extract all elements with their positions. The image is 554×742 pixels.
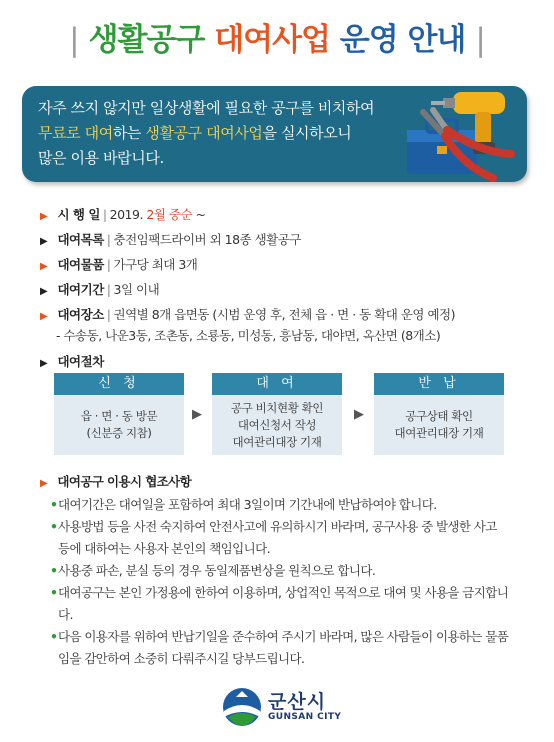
bullet-triangle-icon: ▶ <box>40 236 48 247</box>
step-rent <box>212 373 342 455</box>
banner-highlight-free: 무료로 대여 <box>38 124 113 142</box>
intro-banner <box>22 86 527 182</box>
step-return <box>374 373 504 455</box>
step-body <box>374 395 504 455</box>
start-date-prefix: 2019. <box>109 207 147 222</box>
step-line: 공구 비치현황 확인 <box>230 400 324 415</box>
separator: | <box>106 282 111 297</box>
city-name-english: GUNSAN CITY <box>268 712 342 722</box>
bullet-dot-icon: • <box>50 585 58 600</box>
tools-illustration-icon <box>393 70 523 188</box>
banner-line-3: 많은 이용 바랍니다. <box>38 149 164 167</box>
rental-list-value: 충전임팩드라이버 외 18종 생활공구 <box>113 232 301 247</box>
step-body <box>212 395 342 455</box>
start-date-highlight: 2월 중순 <box>146 207 193 222</box>
step-line: 대여관리대장 기재 <box>394 426 484 440</box>
bullet-triangle-icon: ▶ <box>40 211 48 222</box>
note-text: 다음 이용자를 위하여 반납기일을 준수하여 주시기 바라며, 많은 사람들이 이용하는 물품임을 감안하여 소중히 다뤄주시길 당부드립니다. <box>58 629 509 666</box>
title-part-blue: 운영 안내 <box>339 22 466 58</box>
procedure-flow <box>54 373 504 455</box>
notes-section <box>40 470 510 670</box>
bullet-triangle-icon: ▶ <box>40 478 48 489</box>
note-item <box>40 626 510 670</box>
city-emblem-icon <box>222 687 262 727</box>
bullet-triangle-icon: ▶ <box>40 261 48 272</box>
bullet-triangle-icon: ▶ <box>40 286 48 297</box>
note-item <box>40 516 510 560</box>
step-line: 읍 · 면 · 동 방문 <box>80 409 158 423</box>
separator: | <box>106 257 111 272</box>
bullet-dot-icon: • <box>50 519 58 534</box>
title-bar-left: | <box>69 22 79 58</box>
banner-line-2-mid: 하는 <box>112 124 146 142</box>
note-text: 대여공구는 본인 가정용에 한하여 이용하며, 상업적인 목적으로 대여 및 사용을 금지합니다. <box>58 585 509 622</box>
rental-items-value: 가구당 최대 3개 <box>113 257 198 272</box>
gunsan-city-logo <box>222 685 352 731</box>
arrow-right-icon: ▶ <box>192 407 202 422</box>
rental-items-label: 대여물품 <box>57 257 104 272</box>
separator: | <box>102 207 107 222</box>
notes-heading-row <box>40 470 510 494</box>
note-item <box>40 582 510 626</box>
banner-highlight-program: 생활공구 대여사업 <box>145 124 263 142</box>
start-date-suffix: ~ <box>192 207 206 222</box>
info-procedure <box>40 349 540 374</box>
banner-line-2-end: 을 실시하오니 <box>262 124 352 142</box>
step-body <box>54 395 184 455</box>
step-line: 대여관리대장 기재 <box>232 434 322 449</box>
info-rental-items <box>40 252 540 277</box>
info-start-date <box>40 202 540 227</box>
step-apply <box>54 373 184 455</box>
info-rental-period <box>40 277 540 302</box>
rental-place-label: 대여장소 <box>57 307 104 322</box>
page-title <box>0 14 554 59</box>
bullet-triangle-icon: ▶ <box>40 358 48 369</box>
rental-place-list: - 수송동, 나운3동, 조촌동, 소룡동, 미성동, 흥남동, 대야면, 옥산면 (8개소) <box>56 328 441 343</box>
rental-list-label: 대여목록 <box>57 232 104 247</box>
note-item <box>40 560 510 582</box>
note-text: 사용중 파손, 분실 등의 경우 동일제품변상을 원칙으로 합니다. <box>58 563 376 578</box>
separator: | <box>106 232 111 247</box>
bullet-triangle-icon: ▶ <box>40 311 48 322</box>
separator: | <box>106 307 111 322</box>
banner-line-2 <box>38 121 428 146</box>
step-title: 신 청 <box>54 373 184 395</box>
start-date-label: 시 행 일 <box>57 207 100 222</box>
title-bar-right: | <box>475 22 485 58</box>
arrow-right-icon: ▶ <box>354 407 364 422</box>
note-text: 사용방법 등을 사전 숙지하여 안전사고에 유의하시기 바라며, 공구사용 중 발생한 사고 등에 대하여는 사용자 본인의 책임입니다. <box>58 519 497 556</box>
bullet-dot-icon: • <box>50 563 58 578</box>
bullet-dot-icon: • <box>50 497 58 512</box>
step-title: 반 납 <box>374 373 504 395</box>
note-text: 대여기간은 대여일을 포함하여 최대 3일이며 기간내에 반납하여야 합니다. <box>58 497 437 512</box>
procedure-label: 대여절차 <box>57 354 104 369</box>
title-part-orange: 대여사업 <box>214 22 330 58</box>
step-line: 대여신청서 작성 <box>237 417 317 432</box>
info-rental-list <box>40 227 540 252</box>
rental-place-value: 권역별 8개 읍면동 (시범 운영 후, 전체 읍 · 면 · 동 확대 운영 예정) <box>113 307 455 322</box>
banner-text <box>38 96 428 171</box>
bullet-dot-icon: • <box>50 629 58 644</box>
info-section <box>40 202 540 374</box>
step-line: 공구상태 확인 <box>405 409 473 423</box>
title-part-green: 생활공구 <box>88 22 205 58</box>
rental-period-value: 3일 이내 <box>113 282 160 297</box>
step-line: (신분증 지참) <box>86 426 152 440</box>
city-name: 군산시 <box>268 691 327 713</box>
banner-line-1: 자주 쓰지 않지만 일상생활에 필요한 공구를 비치하여 <box>38 99 375 117</box>
info-rental-place <box>40 302 540 327</box>
step-title: 대 여 <box>212 373 342 395</box>
rental-period-label: 대여기간 <box>57 282 104 297</box>
note-item <box>40 494 510 516</box>
notes-heading: 대여공구 이용시 협조사항 <box>57 474 192 489</box>
